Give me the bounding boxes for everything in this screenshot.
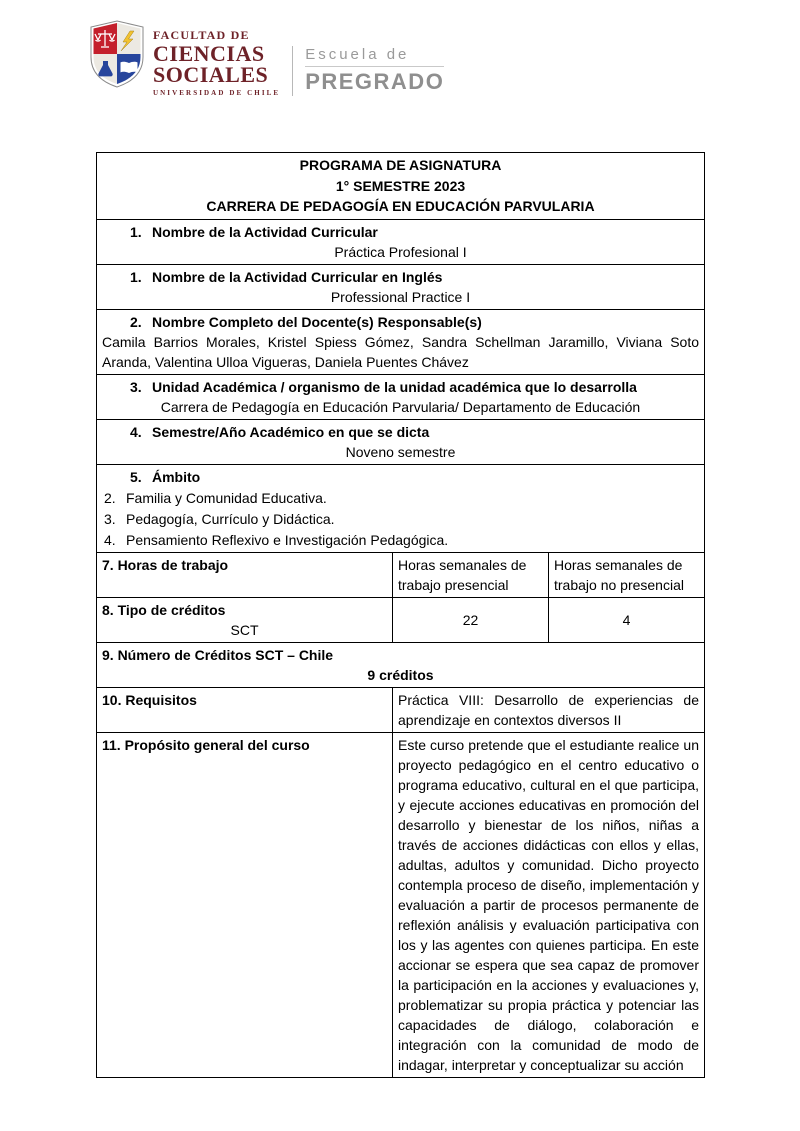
requirements-row: [97, 687, 705, 732]
section-number: 2.: [130, 313, 142, 330]
ambito-item-number: 3.: [104, 510, 116, 527]
section-academic-unit-cell: [97, 374, 705, 419]
logo-divider: [292, 46, 293, 96]
sct-credits-value: 9 créditos: [367, 666, 434, 683]
sct-credits-title: 9. Número de Créditos SCT – Chile: [102, 646, 334, 663]
section-ambito-title: [102, 467, 699, 487]
school-name-label: PREGRADO: [305, 69, 445, 94]
ambito-item-text: Pedagogía, Currículo y Didáctica.: [126, 510, 335, 527]
ambito-item-number: 4.: [104, 531, 116, 548]
work-hours-title-cell: 7. Horas de trabajo: [97, 552, 393, 597]
ambito-item-text: Pensamiento Reflexivo e Investigación Pedagógica.: [126, 531, 449, 548]
section-course-name-row: [97, 219, 705, 264]
career-label: CARRERA DE PEDAGOGÍA EN EDUCACIÓN PARVULARIA: [206, 198, 595, 214]
section-course-name-english-row: [97, 264, 705, 309]
section-ambito-cell: [97, 464, 705, 552]
course-purpose-row: [97, 732, 705, 1077]
faculty-name-line2: SOCIALES: [153, 62, 269, 87]
table-header-cell: [97, 153, 705, 220]
section-number: 1.: [130, 223, 142, 240]
section-title-text: Nombre Completo del Docente(s) Responsable(s): [152, 313, 482, 330]
hours-presencial-value: 22: [393, 597, 549, 642]
instructors-value: Camila Barrios Morales, Kristel Spiess Gómez, Sandra Schellman Jaramillo, Viviana Soto Aranda, Valentina Ulloa Vigueras, Daniela Puentes Chávez: [102, 333, 699, 370]
academic-unit-value: Carrera de Pedagogía en Educación Parvularia/ Departamento de Educación: [160, 398, 641, 415]
section-number: 3.: [130, 378, 142, 395]
credit-type-value: SCT: [230, 621, 259, 638]
requirements-title-cell: 10. Requisitos: [97, 687, 393, 732]
section-title-text: Ámbito: [152, 468, 201, 485]
course-program-table: [96, 152, 705, 1078]
section-academic-unit-row: [97, 374, 705, 419]
course-name-english-value: Professional Practice I: [330, 288, 471, 305]
work-hours-header-row: [97, 552, 705, 597]
faculty-text-block: [153, 20, 280, 97]
section-instructors-title: [102, 312, 699, 332]
section-number: 5.: [130, 468, 142, 485]
header-logo-block: [90, 20, 444, 97]
section-semester-cell: [97, 419, 705, 464]
sct-credits-row: [97, 642, 705, 687]
faculty-line-small: FACULTAD DE: [153, 28, 250, 42]
section-title-text: Unidad Académica / organismo de la unidad académica que lo desarrolla: [152, 378, 637, 395]
ambito-list-item: [102, 530, 699, 550]
section-course-name-english-cell: [97, 264, 705, 309]
section-number: 1.: [130, 268, 142, 285]
credit-type-title: 8. Tipo de créditos: [102, 601, 226, 618]
ambito-item-text: Familia y Comunidad Educativa.: [126, 489, 327, 506]
section-number: 4.: [130, 423, 142, 440]
section-title-text: Nombre de la Actividad Curricular en Inglés: [152, 268, 443, 285]
school-prefix-label: Escuela de: [305, 46, 444, 67]
section-semester-row: [97, 419, 705, 464]
semester-value: Noveno semestre: [345, 443, 456, 460]
section-course-name-title: [102, 222, 699, 242]
ambito-item-number: 2.: [104, 489, 116, 506]
university-shield-icon: [90, 20, 144, 88]
ambito-list-item: [102, 509, 699, 529]
section-ambito-row: [97, 464, 705, 552]
ambito-list-item: [102, 488, 699, 508]
semester-label: 1° SEMESTRE 2023: [335, 177, 466, 194]
course-name-value: Práctica Profesional I: [334, 243, 467, 260]
section-semester-title: [102, 422, 699, 442]
section-instructors-cell: [97, 309, 705, 374]
section-instructors-row: [97, 309, 705, 374]
course-purpose-value-cell: Este curso pretende que el estudiante realice un proyecto pedagógico en el centro educativo o programa educativo, cultural en el que participa, y ejecute acciones educativas en promoción del desarrollo y bienestar de los niños, niñas a través de acciones didácticas con ellos y ellas, adultas, adultos y comunidad. Dicho proyecto contempla proceso de diseño, implementación y evaluación a partir de procesos permanente de reflexión análisis y evaluación participativa con los y las agentes con quienes participa. En este accionar se espera que sea capaz de promover la participación en la acciones y evaluaciones y, problematizar su propia práctica y potenciar las capacidades de diálogo, colaboración e integración con la comunidad de modo de indagar, interpretar y conceptualizar su acción: [393, 732, 705, 1077]
course-purpose-title-cell: 11. Propósito general del curso: [97, 732, 393, 1077]
faculty-name-line1: CIENCIAS: [153, 41, 265, 66]
section-course-name-english-title: [102, 267, 699, 287]
school-text-block: [305, 46, 444, 95]
table-header-row: [97, 153, 705, 220]
book-icon: [121, 62, 138, 73]
program-title: PROGRAMA DE ASIGNATURA: [299, 157, 502, 173]
hours-presencial-header-cell: Horas semanales de trabajo presencial: [393, 552, 549, 597]
section-title-text: Nombre de la Actividad Curricular: [152, 223, 378, 240]
hours-no-presencial-header-cell: Horas semanales de trabajo no presencial: [549, 552, 705, 597]
hours-no-presencial-value: 4: [549, 597, 705, 642]
credit-type-row: [97, 597, 705, 642]
sct-credits-cell: [97, 642, 705, 687]
credit-type-cell: [97, 597, 393, 642]
section-course-name-cell: [97, 219, 705, 264]
requirements-value-cell: Práctica VIII: Desarrollo de experiencias de aprendizaje en contextos diversos II: [393, 687, 705, 732]
university-name: UNIVERSIDAD DE CHILE: [153, 89, 281, 97]
section-academic-unit-title: [102, 377, 699, 397]
section-title-text: Semestre/Año Académico en que se dicta: [152, 423, 430, 440]
